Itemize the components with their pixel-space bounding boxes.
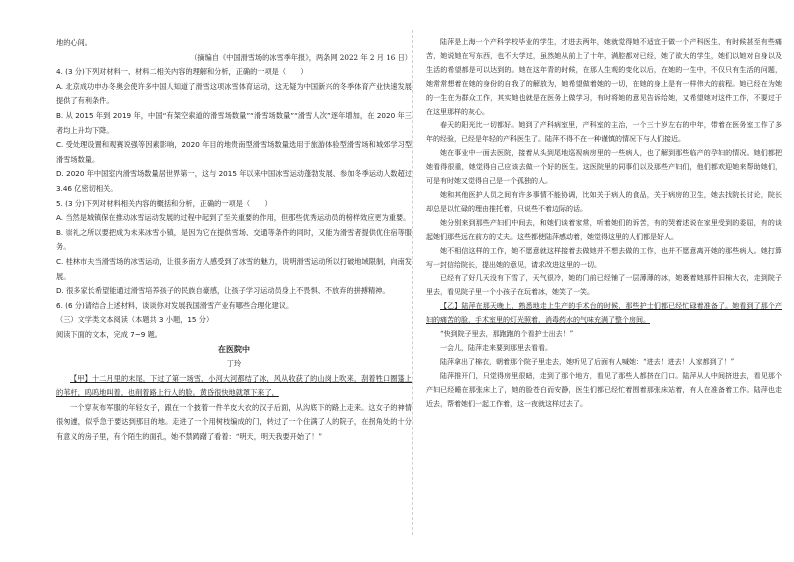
- story-paragraph-11: “快到院子里去，那跑跑的个看护士出去！”: [440, 330, 574, 339]
- question-4-option-b: B. 从 2015 年到 2019 年，中国“有架空索道的滑雪场数量”“滑雪场数量”“滑雪人次”逐年增加，在 2020 年三者均上升均下降。: [56, 110, 412, 135]
- question-5-option-d: D. 很多家长希望能通过滑雪培养孩子的民族自豪感，让孩子学习运动员身上不畏惧、不放弃的拼搏精神。: [56, 286, 390, 296]
- story-paragraph-6: 她和其他医护人员之间有许多事情不能协调，比如关于病人的食品，关于病房的卫生，她去找院长讨论，院长却总是以忙碌的理由推托着，只说些不着边际的话。: [426, 190, 782, 213]
- story-paragraph-1: 【甲】十二月里的末尾，下过了第一场雪，小河大河都结了冰，风从收获了的山岗上吹来，刮着牲口圈篷上的苇杆，呜呜地叫着，也削着路上行人的脸。黄昏很快地就罩下来了，: [56, 373, 412, 398]
- question-6: 6. (6 分)请结合上述材料，谈谈你对发展我国滑雪产业有哪些合理化建议。: [56, 300, 294, 310]
- question-5: 5. (3 分)下列对材料相关内容的概括和分析，正确的一项是（ ）: [56, 198, 272, 208]
- question-5-option-b: B. 崇礼之所以要把成为未来冰雪小镇，是因为它在提供雪场、交通等条件的同时，又能为滑雪者提供优住宿等服务。: [56, 227, 412, 252]
- section-heading: （三）文学类文本阅读（本题共 3 小题，15 分）: [56, 315, 214, 325]
- column-divider: [412, 30, 413, 535]
- reading-instruction: 阅读下面的文本，完成 7~9 题。: [56, 329, 162, 339]
- story-paragraph-9: 已经有了好几天没有下雪了，天气很冷，她的门前已经铺了一层薄薄的冰，她裹着她那件旧棉大衣，走到院子里去，看见院子里一个小孩子在玩着冰，她笑了一笑。: [426, 274, 782, 297]
- story-paragraph-3: 陆萍是上海一个产科学校毕业的学生，才进去两年，她就觉得她不适宜于做一个产科医生，有时候甚至有些痛苦，她说她在写东西，也不大学过，虽然她从前上了十年，满腔都对已经，她了欲大的学生，她们以她对自身以及生活的希望都是可以达到的。她在这年青的时候，在那人生观的变化以后，在她的一生中，不仅只有生活的问题，她常常想着在她的身份的自我了的解放为，她希望做着她的一切，在她的身上是有一样伟大的前程。她已经在为她的一生在为群众工作，其实她也就是在医务上做学习，有时将她的意见告诉给她，又希望她对这件工作，不要过于在这里那样的灰心。: [426, 38, 782, 116]
- question-5-option-a: A. 当然是城镇保在推动冰雪运动发展的过程中起到了至关重要的作用，但那些优秀运动员的榜样效应更为重要。: [56, 213, 411, 223]
- source-citation: （摘编自《中国滑雪场的冰雪季年报》，两条网 2022 年 2 月 16 日）: [190, 52, 412, 62]
- story-paragraph-5: 她在事业中一面去医院，接着从头到尾地巡视病房里的一些病人，也了解到那些临产的孕妇的情况。她们都把她看得很重，她觉得自己应该去做一个好的医生。这医院里的同事们以及那些产妇们，他们都欢迎她来帮助她们，可是有时她又觉得自己是一个孤独的人。: [426, 149, 782, 186]
- story-paragraph-13: 陆萍拿出了棉衣，朝着那个院子里走去，她听见了后面有人喊她：“进去！进去！人家都到了！”: [440, 357, 735, 366]
- question-4: 4. (3 分)下列对材料一、材料二相关内容的理解和分析，正确的一项是（ ）: [56, 67, 308, 77]
- right-column: [426, 36, 782, 411]
- story-paragraph-10: 【乙】陆萍在那天晚上，熟悉地走上生产的手术台的时候，那些护士们都已经忙碌着准备了。她看到了那个产妇的痛苦的脸，手术室里的灯光照着，消毒药水的气味充满了整个房间。: [426, 302, 782, 325]
- question-4-option-d: D. 2020 年中国室内滑雪场数量居世界第一，这与 2015 年以来中国冰雪运动蓬勃发展、参加冬季运动人数超过 3.46 亿密切相关。: [56, 169, 412, 193]
- story-paragraph-8: 她不相信这样的工作，她不愿意就这样接着去做她并不想去做的工作，也并不愿意离开她的那些病人。她打算写一封信给院长，提出她的意见，请求改进这里的一切。: [426, 246, 782, 269]
- question-5-option-c: C. 桂林市夫当滑雪场的冰雪运动，让很多南方人感受到了冰雪的魅力，说明滑雪运动所以打破地域限制，向南发展。: [56, 256, 412, 281]
- text-top-line: 地的心间。: [56, 38, 92, 47]
- left-column: [56, 36, 412, 445]
- story-title: 在医院中: [218, 344, 250, 355]
- story-author: 丁玲: [226, 359, 242, 369]
- story-paragraph-7: 她分别来到那些产妇们中间去，和她们谈着家常，听着她们的诉苦，有的哭着述说在家里受到的委屈，有的谈起她们那些远在前方的丈夫。这些都使陆萍感动着，她觉得这里的人们都是好人。: [426, 218, 782, 241]
- story-paragraph-2: 一个穿灰布军服的年轻女子，跟在一个披着一件羊皮大衣的汉子后面，从沟底下的路上走来。这女子的神情很匆遽，似乎急于要达到那目的地。走进了一个用树枝编成的门，转过了一个住满了人的院子，在拐角处的十分有意义的房子里，有个陌生的面孔，她不禁踌躇了看着：“明天，明天我要开始了！”: [56, 402, 412, 442]
- question-4-option-c: C. 受处理设置和观赛说强等因素影响，2020 年目的地贵南型滑雪场数量选用于旅游体验型滑雪场和城郊学习型滑雪场数量。: [56, 140, 412, 164]
- story-paragraph-12: 一会儿，陆萍走来要到那里去看看。: [440, 343, 552, 352]
- story-paragraph-4: 春天的阳光比一切都好。她到了产科病室里，产科室的主治，一个三十岁左右的中年，带着在医务室工作了多年的经验，已经是年轻的产科医生了。陆萍不得不在一种谨慎的情况下与人们接近。: [426, 121, 782, 144]
- question-4-option-a: A. 北京成功申办冬奥会使许多中国人知道了滑雪这项冰雪体育运动，这无疑为中国新兴的冬季体育产业快速发展提供了有利条件。: [56, 81, 412, 106]
- story-paragraph-14: 陆萍推开门，只觉得房里很暗，走到了那个地方，看见了那些人都挤在门口。陆萍从人中间挤进去，看见那个产妇已经睡在那张床上了，她的脸苍白而安静，医生们都已经忙着围着那张床站着，有人在准备着工作。陆萍也走近去，帮着她们一起工作着，这一夜就这样过去了。: [426, 371, 782, 408]
